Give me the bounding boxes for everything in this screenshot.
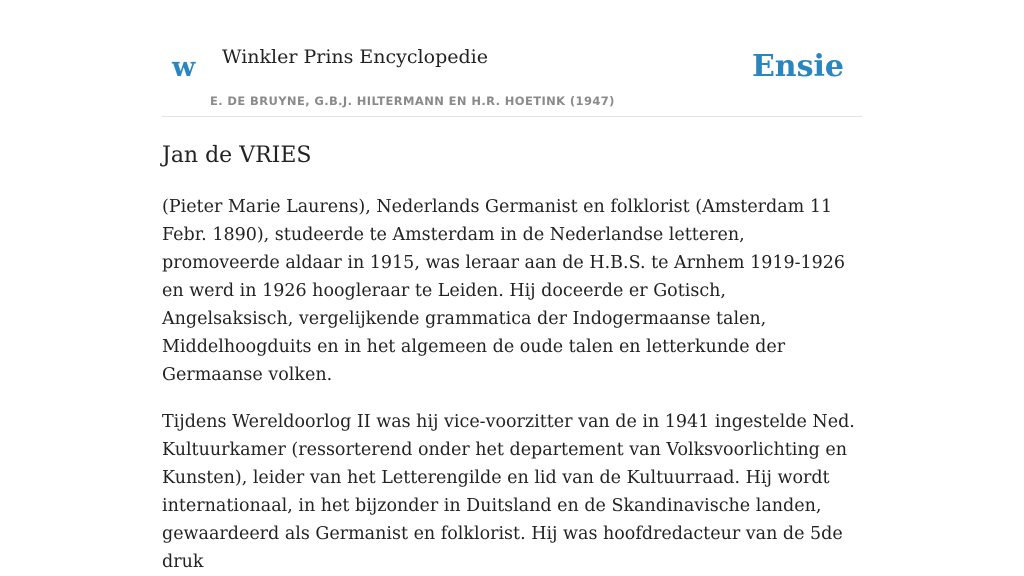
encyclopedia-title[interactable]: Winkler Prins Encyclopedie (222, 46, 488, 68)
article-paragraph-1: (Pieter Marie Laurens), Nederlands Germanist en folklorist (Amsterdam 11 Febr. 1890), studeerde te Amsterdam in de Nederlandse letteren, promoveerde aldaar in 1915, was leraar aan de H.B.S. te Arnhem 1919-1926 en werd in 1926 hoogleraar te Leiden. Hij doceerde er Gotisch, Angelsaksisch, vergelijkende grammatica der Indogermaanse talen, Middelhoogduits en in het algemeen de oude talen en letterkunde der Germaanse volken. (162, 197, 846, 386)
article-title: Jan de VRIES (162, 143, 312, 168)
page (162, 0, 862, 576)
header (162, 0, 862, 117)
encyclopedia-logo-icon[interactable]: w (172, 52, 196, 83)
ensie-brand-link[interactable]: Ensie (751, 49, 844, 84)
encyclopedia-authors: E. DE BRUYNE, G.B.J. HILTERMANN EN H.R. HOETINK (1947) (210, 94, 615, 108)
article-paragraph-2: Tijdens Wereldoorlog II was hij vice-voorzitter van de in 1941 ingestelde Ned. Kultuurkamer (ressorterend onder het departement van Volksvoorlichting en Kunsten), leider van het Letterengilde en lid van de Kultuurraad. Hij wordt internationaal, in het bijzonder in Duitsland en de Skandinavische landen, gewaardeerd als Germanist en folklorist. Hij was hoofdredacteur van de 5de druk (162, 412, 855, 573)
